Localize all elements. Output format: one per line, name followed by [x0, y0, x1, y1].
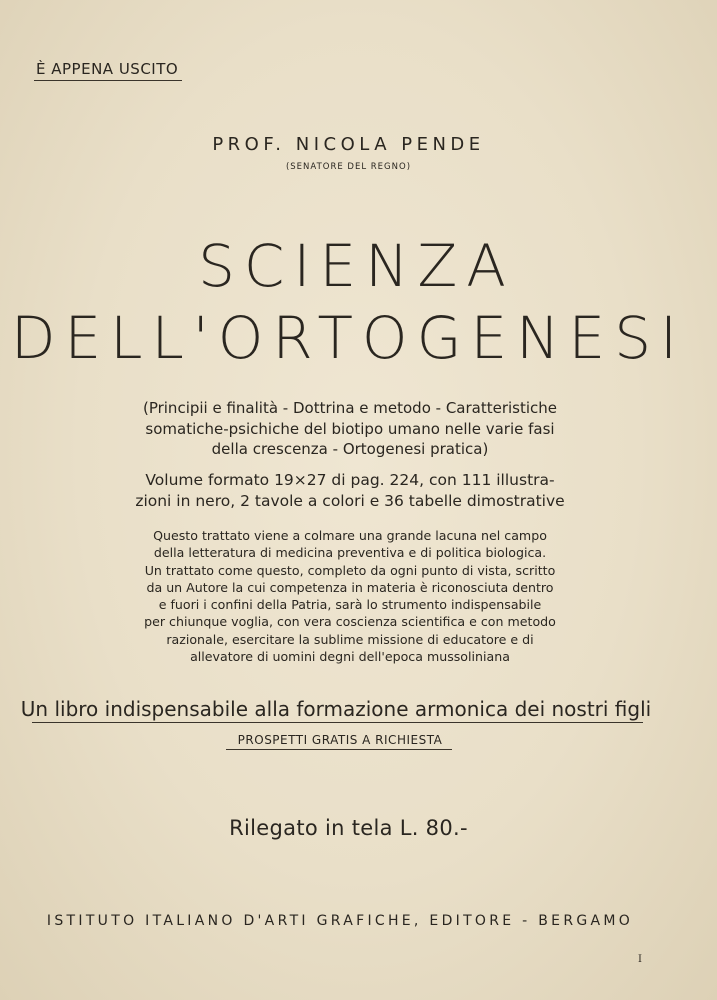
description-line: per chiunque voglia, con vera coscienza scientifica e con metodo — [144, 614, 556, 630]
book-description — [110, 527, 590, 665]
book-format — [120, 470, 580, 511]
subtitle-line: somatiche-psichiche del biotipo umano nelle varie fasi — [145, 419, 555, 438]
offer-underline — [226, 749, 452, 750]
page-number: I — [638, 954, 642, 965]
format-line: zioni in nero, 2 tavole a colori e 36 tabelle dimostrative — [135, 491, 565, 510]
subtitle-line: della crescenza - Ortogenesi pratica) — [211, 440, 489, 458]
description-line: razionale, esercitare la sublime missione di educatore e di — [166, 631, 534, 647]
publisher-line: ISTITUTO ITALIANO D'ARTI GRAFICHE, EDITORE - BERGAMO — [46, 913, 634, 929]
announcement-kicker: È APPENA USCITO — [36, 60, 179, 78]
description-line: allevatore di uomini degni dell'epoca mussoliniana — [190, 649, 510, 665]
promo-slogan: Un libro indispensabile alla formazione armonica dei nostri figli — [20, 697, 652, 721]
kicker-underline — [34, 80, 182, 81]
author-name: PROF. NICOLA PENDE — [212, 134, 485, 155]
format-line: Volume formato 19×27 di pag. 224, con 111 illustra- — [145, 471, 555, 489]
book-title-line-1: SCIENZA — [198, 232, 515, 300]
description-line: e fuori i confini della Patria, sarà lo strumento indispensabile — [158, 597, 542, 613]
description-line: Un trattato come questo, completo da ogni punto di vista, scritto — [144, 562, 556, 578]
description-line: da un Autore la cui competenza in materia è riconosciuta dentro — [146, 579, 554, 595]
book-title-line-2: DELL'ORTOGENESI — [10, 304, 687, 372]
subtitle-line: (Principii e finalità - Dottrina e metodo - Caratteristiche — [142, 399, 558, 417]
slogan-underline — [32, 722, 643, 723]
description-line: Questo trattato viene a colmare una grande lacuna nel campo — [153, 528, 547, 543]
description-line: della letteratura di medicina preventiva e di politica biologica. — [153, 545, 547, 561]
price: Rilegato in tela L. 80.- — [229, 816, 468, 840]
free-prospectus-offer: PROSPETTI GRATIS A RICHIESTA — [237, 733, 443, 747]
book-subtitle — [120, 398, 580, 460]
author-title: (SENATORE DEL REGNO) — [285, 162, 412, 172]
